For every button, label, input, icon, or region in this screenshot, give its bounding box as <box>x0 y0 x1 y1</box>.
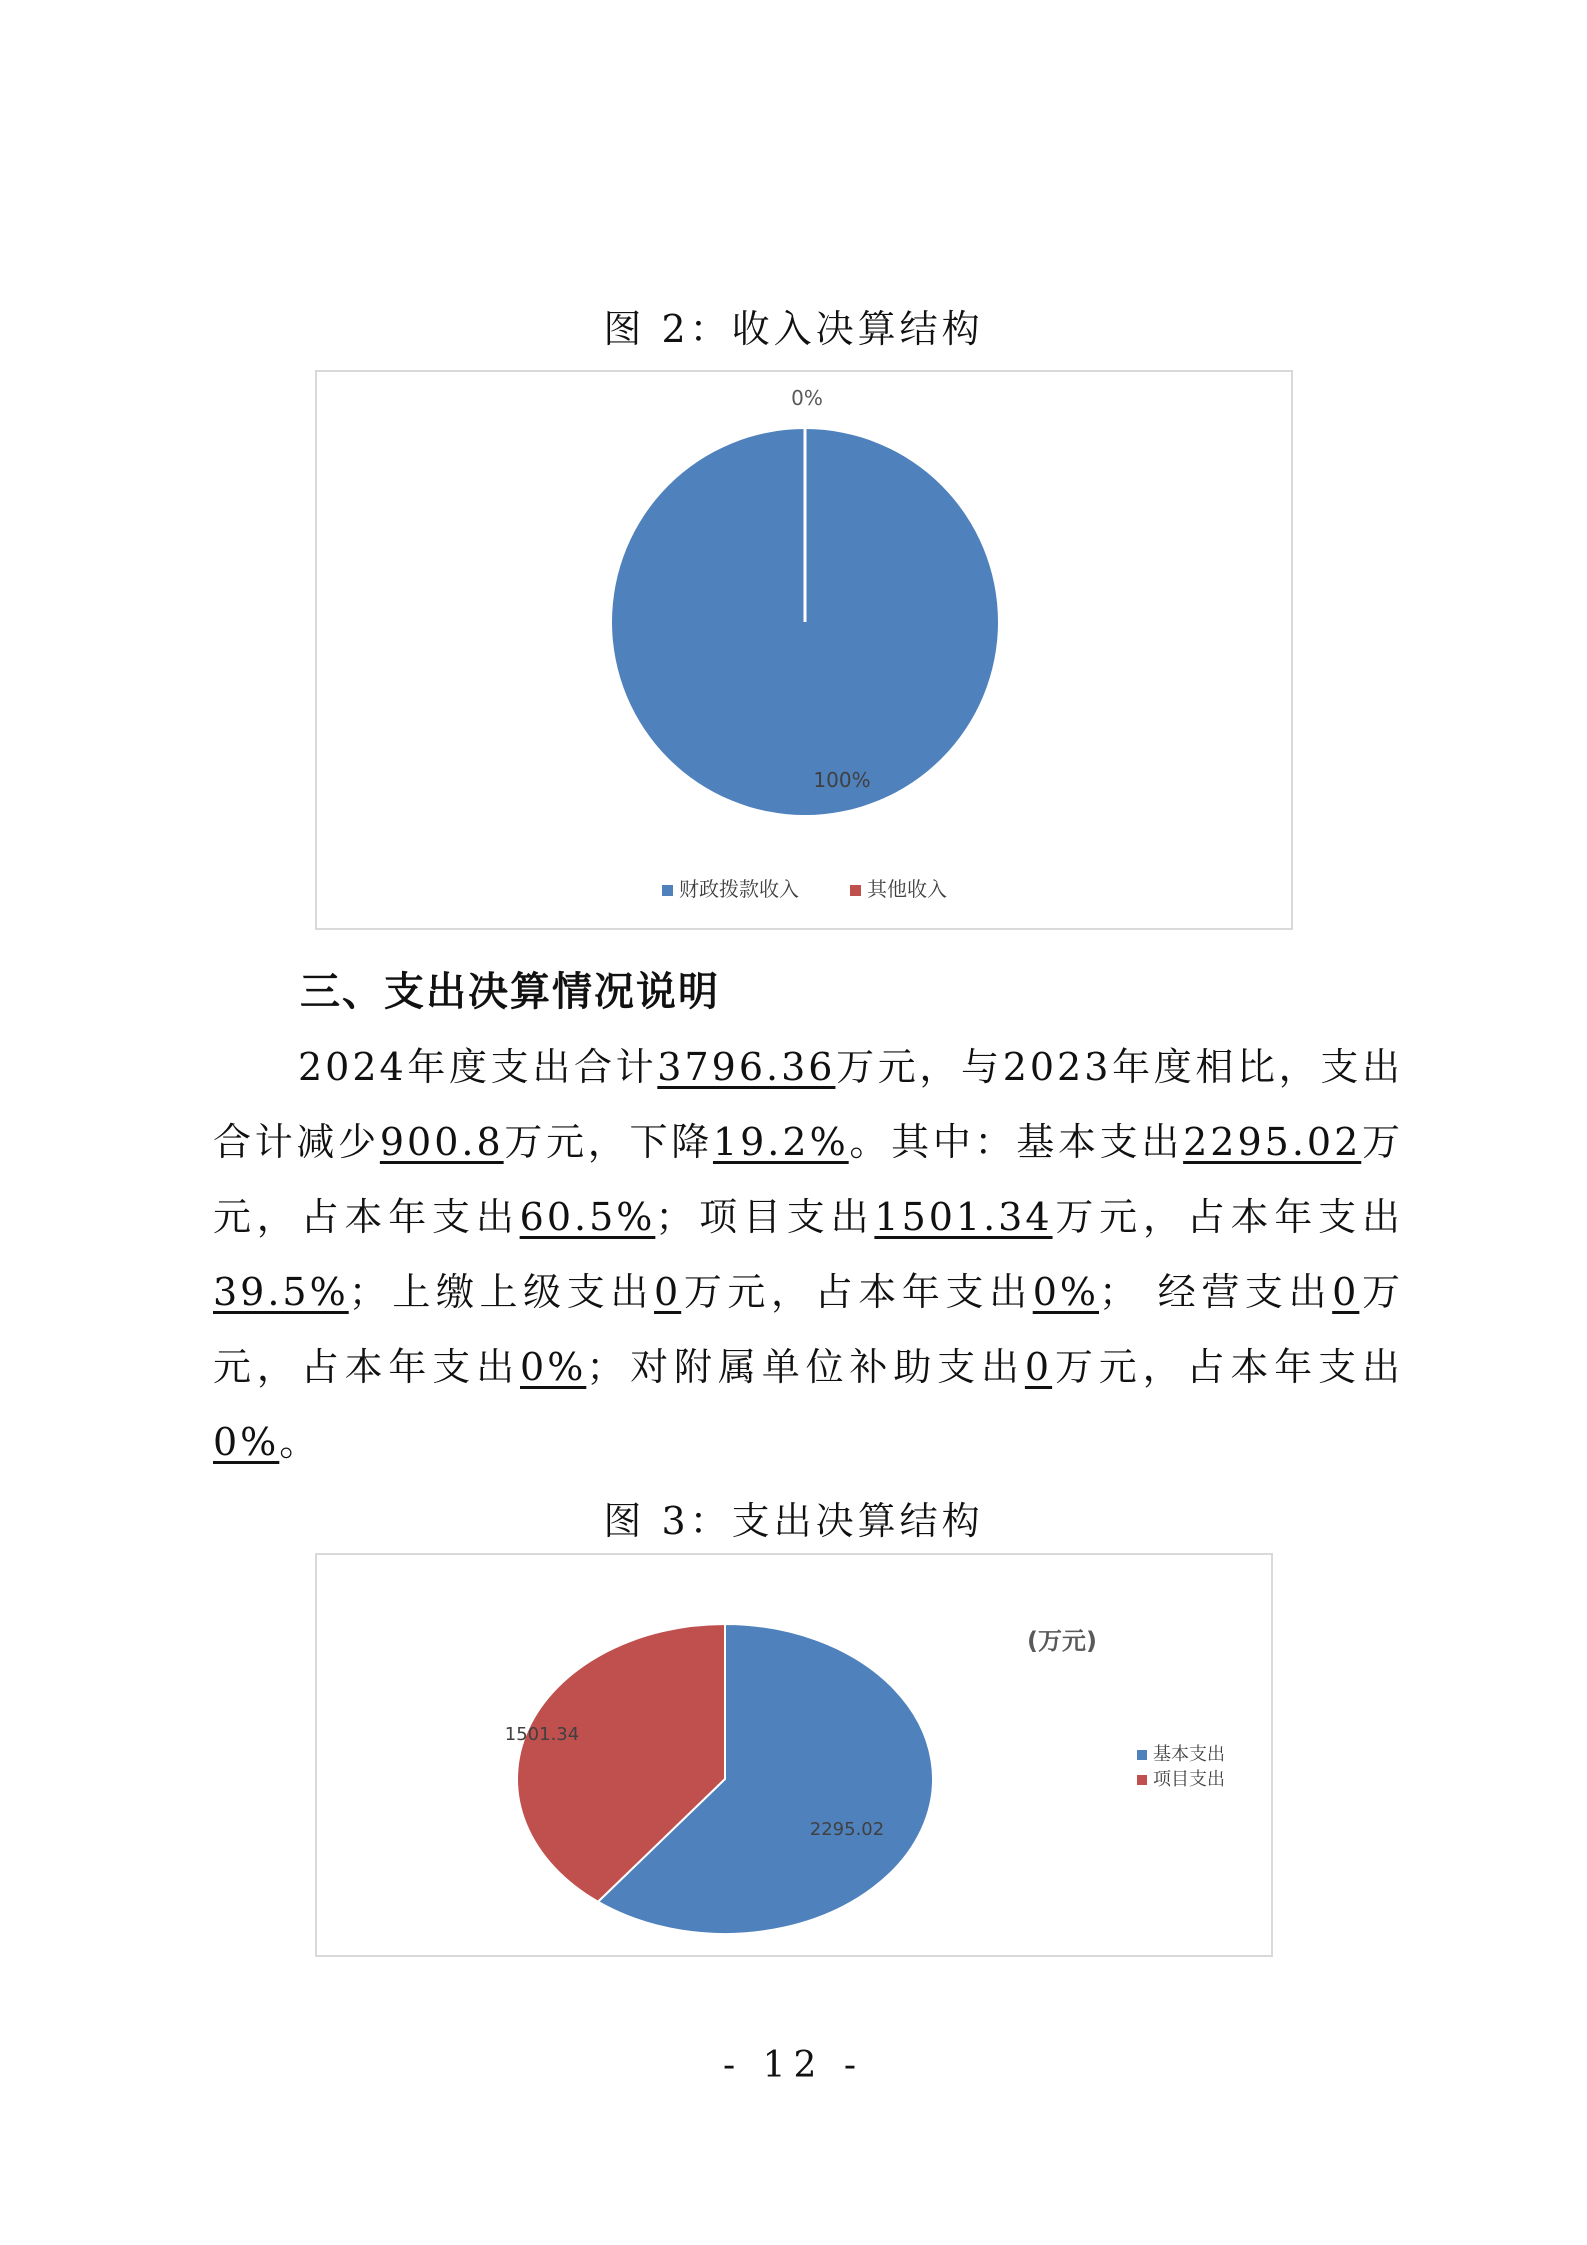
underlined-value: 0% <box>1032 1270 1100 1314</box>
figure2-chart <box>315 370 1293 930</box>
figure3-chart <box>315 1553 1273 1957</box>
section-heading: 三、支出决算情况说明 <box>300 969 720 1015</box>
text-segment: 万元，与2023年度相比，支出合计减少 <box>213 1045 1403 1164</box>
figure2-caption: 图 2：收入决算结构 <box>603 307 984 351</box>
underlined-value: 39.5% <box>213 1270 349 1314</box>
text-segment: 。其中：基本支出 <box>848 1120 1184 1164</box>
text-segment: ； 经营支出 <box>1099 1270 1333 1314</box>
text-segment: 万元，占本年支出 <box>213 1270 1403 1389</box>
underlined-value: 3796.36 <box>657 1045 836 1089</box>
text-segment: 万元，下降 <box>503 1120 713 1164</box>
text-segment: 万元，占本年支出 <box>1052 1345 1403 1389</box>
underlined-value: 2295.02 <box>1183 1120 1362 1164</box>
data-label: 1501.34 <box>504 1724 580 1745</box>
data-label: 100% <box>813 768 871 792</box>
data-label: 0% <box>791 386 823 410</box>
text-segment: ；对附属单位补助支出 <box>586 1345 1025 1389</box>
underlined-value: 60.5% <box>519 1195 656 1239</box>
legend-swatch <box>662 885 673 896</box>
legend-swatch <box>1137 1750 1147 1760</box>
legend-label: 财政拨款收入 <box>679 877 799 901</box>
text-segment: 万元，占本年支出 <box>213 1120 1403 1239</box>
text-segment: 万元，占本年支出 <box>1052 1195 1403 1239</box>
legend-label: 项目支出 <box>1153 1769 1225 1790</box>
section-body <box>213 1030 1403 1480</box>
figure3-pie-svg <box>317 1555 1275 1959</box>
text-segment: ；项目支出 <box>655 1195 875 1239</box>
legend-label: 基本支出 <box>1153 1744 1225 1765</box>
legend-swatch <box>850 885 861 896</box>
underlined-value: 0 <box>1024 1345 1053 1389</box>
text-segment: 万元，占本年支出 <box>681 1270 1033 1314</box>
text-segment: 。 <box>279 1420 321 1464</box>
legend-label: 其他收入 <box>867 877 947 901</box>
data-label: 2295.02 <box>809 1819 885 1840</box>
body-paragraph <box>213 1030 1403 1480</box>
chart-title: (万元) <box>1027 1627 1097 1655</box>
underlined-value: 0 <box>1332 1270 1360 1314</box>
text-segment: 2024年度支出合计 <box>298 1045 658 1089</box>
text-segment: ；上缴上级支出 <box>348 1270 655 1314</box>
underlined-value: 0 <box>654 1270 682 1314</box>
legend-swatch <box>1137 1775 1147 1785</box>
underlined-value: 1501.34 <box>874 1195 1053 1239</box>
page-number: - 12 - <box>722 2045 865 2086</box>
underlined-value: 0% <box>213 1420 280 1464</box>
figure2-pie-svg <box>317 372 1295 932</box>
figure3-caption: 图 3：支出决算结构 <box>603 1499 984 1543</box>
underlined-value: 900.8 <box>379 1120 504 1164</box>
underlined-value: 0% <box>520 1345 587 1389</box>
underlined-value: 19.2% <box>712 1120 849 1164</box>
